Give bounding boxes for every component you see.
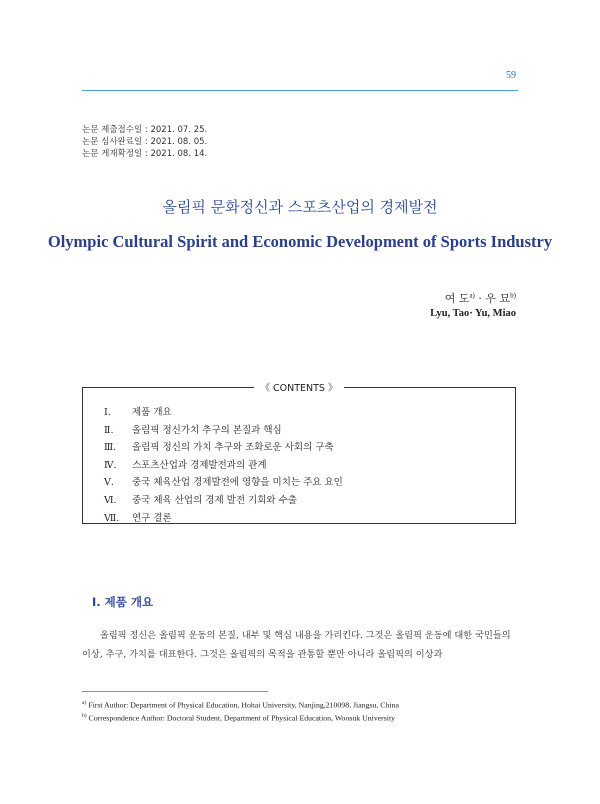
footnote-correspondence-author [82, 711, 399, 724]
date-value: 2021. 08. 14. [150, 149, 208, 159]
table-of-contents [104, 404, 343, 527]
toc-item [104, 439, 343, 457]
contents-label: 《 CONTENTS 》 [260, 383, 338, 394]
toc-number: Ⅶ. [104, 512, 120, 524]
header-rule [82, 90, 518, 91]
toc-item [104, 422, 343, 440]
toc-item [104, 404, 343, 422]
author-2-name: 우 묘 [485, 292, 511, 305]
toc-number: Ⅰ. [104, 407, 111, 418]
toc-item [104, 492, 343, 510]
date-label: 논문 제출접수일 [82, 125, 143, 135]
body-text [82, 626, 518, 664]
toc-title: 올림픽 정신의 가치 추구와 조화로운 사회의 구축 [132, 442, 334, 454]
date-label: 논문 심사완료일 [82, 137, 143, 147]
toc-item [104, 457, 343, 475]
toc-title: 중국 체육산업 경제발전에 영향을 미치는 주요 요인 [132, 477, 343, 489]
title-korean: 올림픽 문화정신과 스포츠산업의 경제발전 [162, 198, 438, 216]
toc-title: 올림픽 정신가치 추구의 본질과 핵심 [132, 424, 282, 436]
footnote-mark: b) [82, 712, 87, 719]
footnote-text: Correspondence Author: Doctoral Student, Department of Physical Education, Woosuk University [88, 713, 396, 723]
body-paragraph: 올림픽 정신은 올림픽 운동의 본질, 내부 및 핵심 내용을 가리킨다. 그것은 올림픽 운동에 대한 국민들의 이상, 추구, 가치를 대표한다. 그것은 올림픽의 목적을 관통할 뿐만 아니라 올림픽의 이상과 [82, 630, 511, 660]
date-row-submitted: 논문 제출접수일 : 2021. 07. 25. [82, 125, 208, 135]
title-english: Olympic Cultural Spirit and Economic Development of Sports Industry [47, 232, 553, 251]
footnote-mark: a) [82, 700, 87, 706]
footnotes [82, 698, 399, 723]
footnote-first-author [82, 698, 399, 711]
toc-item [104, 510, 343, 528]
author-1-name: 여 도 [444, 292, 470, 305]
toc-number: Ⅱ. [104, 424, 114, 436]
date-row-accepted: 논문 게재확정일 : 2021. 08. 14. [82, 149, 208, 159]
toc-title: 제품 개요 [132, 407, 172, 418]
date-value: 2021. 08. 05. [150, 137, 208, 147]
toc-title: 연구 결론 [132, 512, 172, 524]
toc-number: Ⅲ. [104, 442, 117, 454]
date-label: 논문 게재확정일 [82, 149, 143, 159]
authors-english: Lyu, Tao· Yu, Miao [430, 308, 516, 319]
author-1-mark: a) [469, 291, 475, 300]
toc-number: Ⅵ. [104, 494, 117, 506]
authors-korean [445, 290, 516, 306]
toc-number: Ⅳ. [104, 459, 117, 471]
toc-number: Ⅴ. [104, 477, 114, 489]
author-separator: · [478, 292, 482, 305]
toc-title: 스포츠산업과 경제발전과의 관계 [132, 459, 267, 471]
toc-item [104, 474, 343, 492]
section-heading: Ⅰ. 제품 개요 [92, 595, 154, 609]
footnote-rule [82, 691, 268, 692]
date-value: 2021. 07. 25. [150, 125, 208, 135]
page-number: 59 [506, 70, 516, 81]
submission-dates [82, 124, 207, 160]
footnote-text: First Author: Department of Physical Education, Hohai University, Nanjing,210098, Jiangsu, China [88, 700, 399, 710]
date-row-reviewed: 논문 심사완료일 : 2021. 08. 05. [82, 137, 208, 147]
toc-title: 중국 체육 산업의 경제 발전 기회와 수출 [132, 494, 297, 506]
author-2-mark: b) [510, 291, 516, 300]
